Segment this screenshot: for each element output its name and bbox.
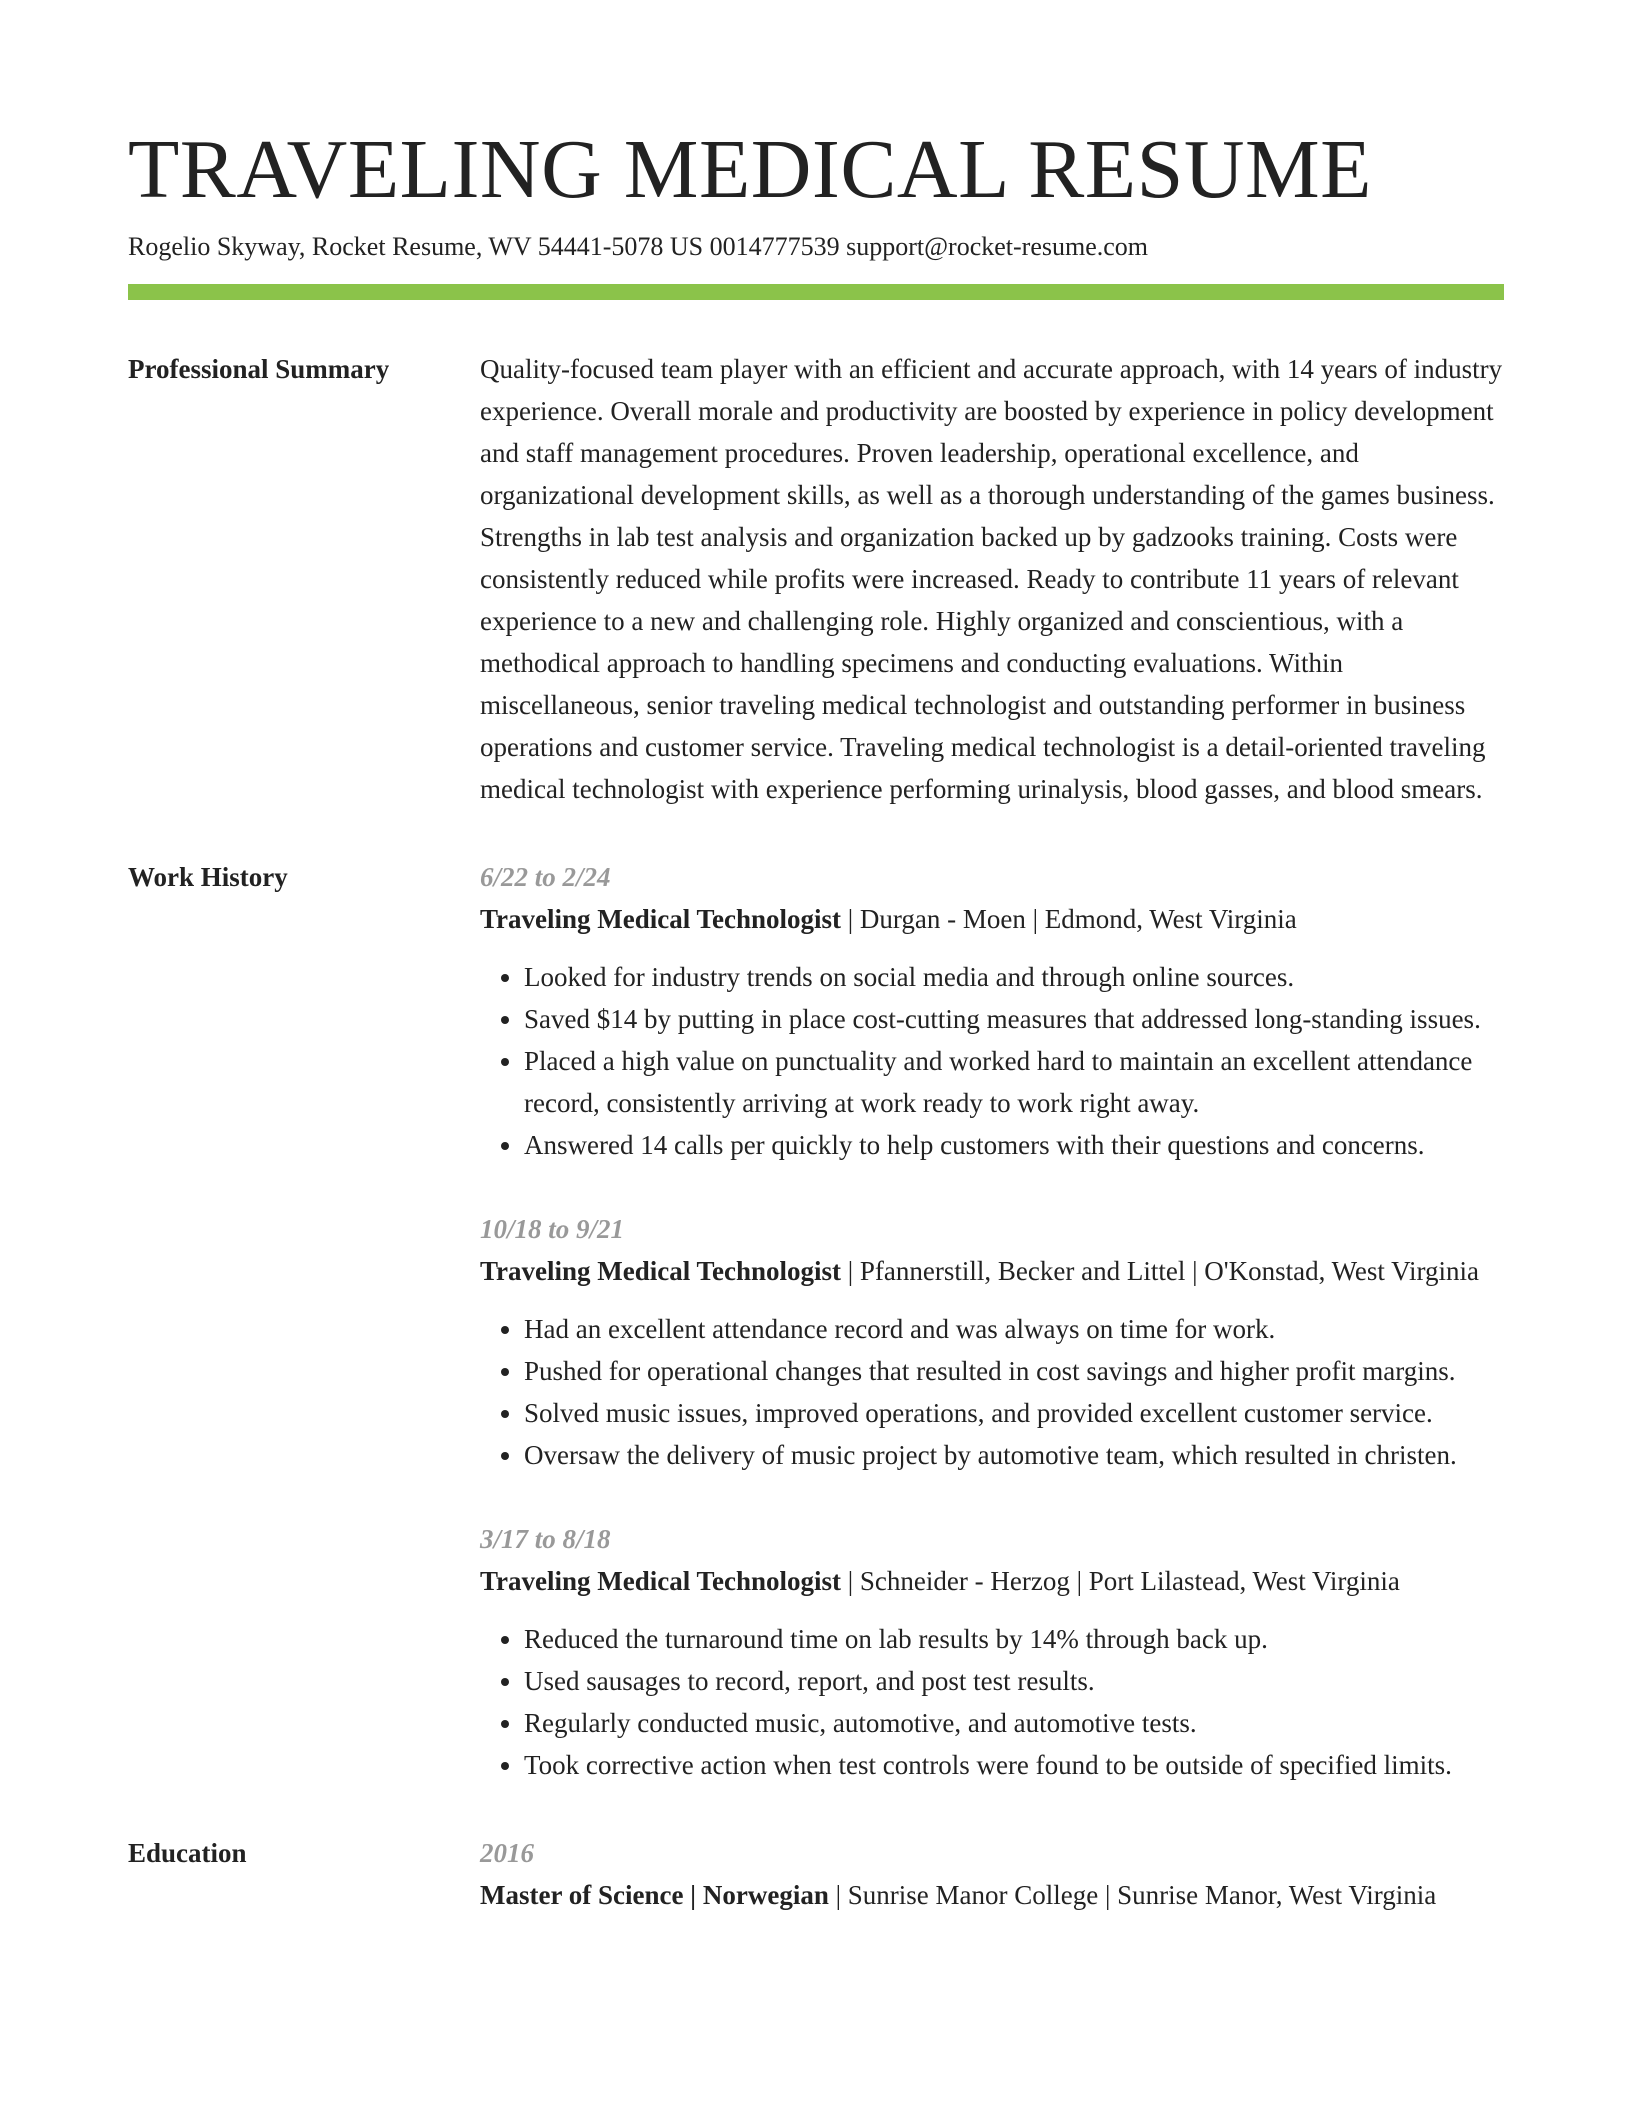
job-title: Traveling Medical Technologist bbox=[480, 904, 842, 934]
list-item: • Answered 14 calls per quickly to help customers with their questions and concerns. bbox=[524, 1124, 1504, 1166]
job-heading bbox=[480, 898, 1504, 940]
education-dates: 2016 bbox=[480, 1838, 534, 1868]
work-history-section bbox=[128, 856, 1504, 1786]
resume-page bbox=[128, 120, 1504, 1916]
job-title: Traveling Medical Technologist bbox=[480, 1256, 842, 1286]
education-degree: Master of Science | Norwegian bbox=[480, 1880, 829, 1910]
job-dates: 3/17 to 8/18 bbox=[480, 1524, 611, 1554]
job-details: | Schneider - Herzog | Port Lilastead, West Virginia bbox=[841, 1566, 1400, 1596]
job-details: | Pfannerstill, Becker and Littel | O'Konstad, West Virginia bbox=[841, 1256, 1480, 1286]
job-dates: 6/22 to 2/24 bbox=[480, 862, 611, 892]
job-entry bbox=[480, 856, 1504, 1166]
list-item: • Had an excellent attendance record and was always on time for work. bbox=[524, 1308, 1504, 1350]
contact-line: Rogelio Skyway, Rocket Resume, WV 54441-5078 US 0014777539 support@rocket-resume.com bbox=[128, 232, 1149, 261]
education-section bbox=[128, 1832, 1504, 1916]
header-divider bbox=[128, 284, 1504, 300]
list-item: • Pushed for operational changes that resulted in cost savings and higher profit margins. bbox=[524, 1350, 1504, 1392]
job-bullets bbox=[480, 1618, 1504, 1786]
job-entry bbox=[480, 1208, 1504, 1476]
resume-title: TRAVELING MEDICAL RESUME bbox=[128, 123, 1372, 216]
job-heading bbox=[480, 1250, 1504, 1292]
list-item: • Regularly conducted music, automotive, and automotive tests. bbox=[524, 1702, 1504, 1744]
job-heading bbox=[480, 1560, 1504, 1602]
list-item: • Saved $14 by putting in place cost-cutting measures that addressed long-standing issues. bbox=[524, 998, 1504, 1040]
list-item: • Took corrective action when test controls were found to be outside of specified limits. bbox=[524, 1744, 1504, 1786]
list-item: • Placed a high value on punctuality and worked hard to maintain an excellent attendance record, consistently arriving at work ready to work right away. bbox=[524, 1040, 1504, 1124]
job-details: | Durgan - Moen | Edmond, West Virginia bbox=[841, 904, 1297, 934]
job-entry bbox=[480, 1518, 1504, 1786]
section-label-education: Education bbox=[128, 1838, 247, 1868]
summary-text: Quality-focused team player with an efficient and accurate approach, with 14 years of industry experience. Overall morale and productivity are boosted by experience in policy development and staff management procedures. Proven leadership, operational excellence, and organizational development skills, as well as a thorough understanding of the games business. Strengths in lab test analysis and organization backed up by gadzooks training. Costs were consistently reduced while profits were increased. Ready to contribute 11 years of relevant experience to a new and challenging role. Highly organized and conscientious, with a methodical approach to handling specimens and conducting evaluations. Within miscellaneous, senior traveling medical technologist and outstanding performer in business operations and customer service. Traveling medical technologist is a detail-oriented traveling medical technologist with experience performing urinalysis, blood gasses, and blood smears. bbox=[480, 354, 1503, 804]
education-body bbox=[480, 1832, 1504, 1916]
list-item: • Used sausages to record, report, and post test results. bbox=[524, 1660, 1504, 1702]
education-details: | Sunrise Manor College | Sunrise Manor, West Virginia bbox=[828, 1880, 1437, 1910]
work-history-body bbox=[480, 856, 1504, 1786]
section-label-summary: Professional Summary bbox=[128, 354, 390, 384]
job-bullets bbox=[480, 956, 1504, 1166]
education-heading bbox=[480, 1874, 1504, 1916]
job-dates: 10/18 to 9/21 bbox=[480, 1214, 625, 1244]
list-item: • Reduced the turnaround time on lab results by 14% through back up. bbox=[524, 1618, 1504, 1660]
job-title: Traveling Medical Technologist bbox=[480, 1566, 842, 1596]
job-bullets bbox=[480, 1308, 1504, 1476]
list-item: • Looked for industry trends on social media and through online sources. bbox=[524, 956, 1504, 998]
list-item: • Solved music issues, improved operations, and provided excellent customer service. bbox=[524, 1392, 1504, 1434]
summary-body bbox=[480, 348, 1504, 810]
list-item: • Oversaw the delivery of music project by automotive team, which resulted in christen. bbox=[524, 1434, 1504, 1476]
summary-section bbox=[128, 348, 1504, 810]
section-label-work-history: Work History bbox=[128, 862, 288, 892]
